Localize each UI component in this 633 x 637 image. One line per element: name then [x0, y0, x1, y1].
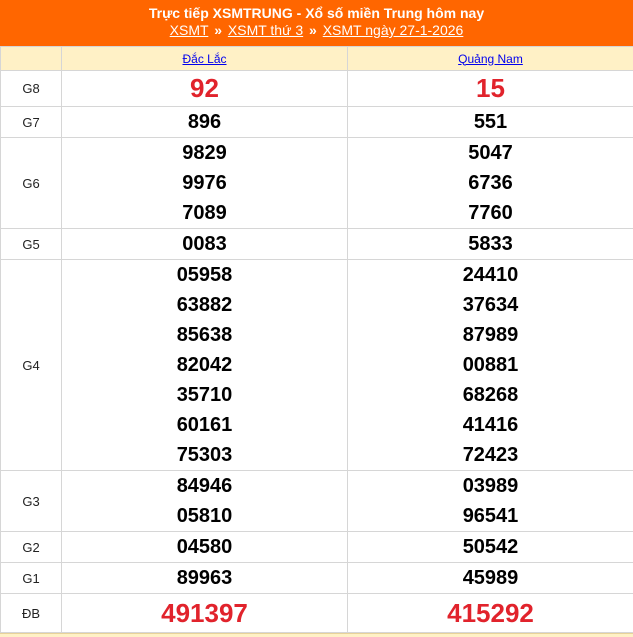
page-title: Trực tiếp XSMTRUNG - Xổ số miền Trung hôm nay [0, 5, 633, 22]
table-row-special [1, 594, 633, 633]
prize-number: 5047 [348, 138, 633, 168]
results-table [0, 46, 633, 633]
table-row-g6 [1, 138, 633, 229]
prize-label: G8 [1, 71, 62, 107]
prize-number: 15 [348, 71, 633, 106]
prize-number: 89963 [62, 563, 347, 593]
prize-number: 35710 [62, 380, 347, 410]
prize-number: 6736 [348, 168, 633, 198]
prize-number: 05810 [62, 501, 347, 531]
prize-number: 63882 [62, 290, 347, 320]
prize-number: 04580 [62, 532, 347, 562]
prize-number: 50542 [348, 532, 633, 562]
province-link-dac-lac[interactable]: Đắc Lắc [182, 52, 226, 66]
prize-number: 7760 [348, 198, 633, 228]
prize-label: G5 [1, 229, 62, 260]
table-row-g4 [1, 260, 633, 471]
prize-number: 37634 [348, 290, 633, 320]
prize-number: 68268 [348, 380, 633, 410]
prize-label: G1 [1, 563, 62, 594]
results-header [0, 0, 633, 46]
prize-number: 92 [62, 71, 347, 106]
prize-number: 24410 [348, 260, 633, 290]
prize-number: 7089 [62, 198, 347, 228]
breadcrumb-separator: » [307, 22, 319, 38]
table-row-g8 [1, 71, 633, 107]
special-prize-number: 415292 [348, 594, 633, 632]
prize-number: 41416 [348, 410, 633, 440]
prize-number: 87989 [348, 320, 633, 350]
table-row-g5 [1, 229, 633, 260]
breadcrumb-xsmt-date[interactable]: XSMT ngày 27-1-2026 [323, 22, 464, 38]
breadcrumb-xsmt-thu-3[interactable]: XSMT thứ 3 [228, 22, 303, 38]
prize-number: 60161 [62, 410, 347, 440]
prize-number: 82042 [62, 350, 347, 380]
prize-label: G2 [1, 532, 62, 563]
breadcrumb [0, 22, 633, 39]
prize-label: G6 [1, 138, 62, 229]
table-footer-divider [0, 633, 633, 637]
prize-number: 896 [62, 107, 347, 137]
special-prize-number: 491397 [62, 594, 347, 632]
table-row-g1 [1, 563, 633, 594]
prize-number: 45989 [348, 563, 633, 593]
prize-number: 96541 [348, 501, 633, 531]
province-link-quang-nam[interactable]: Quảng Nam [458, 52, 523, 66]
prize-number: 551 [348, 107, 633, 137]
prize-label: G4 [1, 260, 62, 471]
breadcrumb-xsmt[interactable]: XSMT [170, 22, 209, 38]
prize-label: G7 [1, 107, 62, 138]
prize-number: 00881 [348, 350, 633, 380]
province-header-row [1, 47, 633, 71]
prize-number: 75303 [62, 440, 347, 470]
table-row-g3 [1, 471, 633, 532]
breadcrumb-separator: » [212, 22, 224, 38]
prize-label: ĐB [1, 594, 62, 633]
prize-number: 85638 [62, 320, 347, 350]
table-row-g7 [1, 107, 633, 138]
prize-label-header [1, 47, 62, 71]
prize-number: 03989 [348, 471, 633, 501]
prize-number: 84946 [62, 471, 347, 501]
prize-number: 72423 [348, 440, 633, 470]
prize-number: 9829 [62, 138, 347, 168]
prize-label: G3 [1, 471, 62, 532]
prize-number: 05958 [62, 260, 347, 290]
prize-number: 9976 [62, 168, 347, 198]
table-row-g2 [1, 532, 633, 563]
prize-number: 0083 [62, 229, 347, 259]
prize-number: 5833 [348, 229, 633, 259]
